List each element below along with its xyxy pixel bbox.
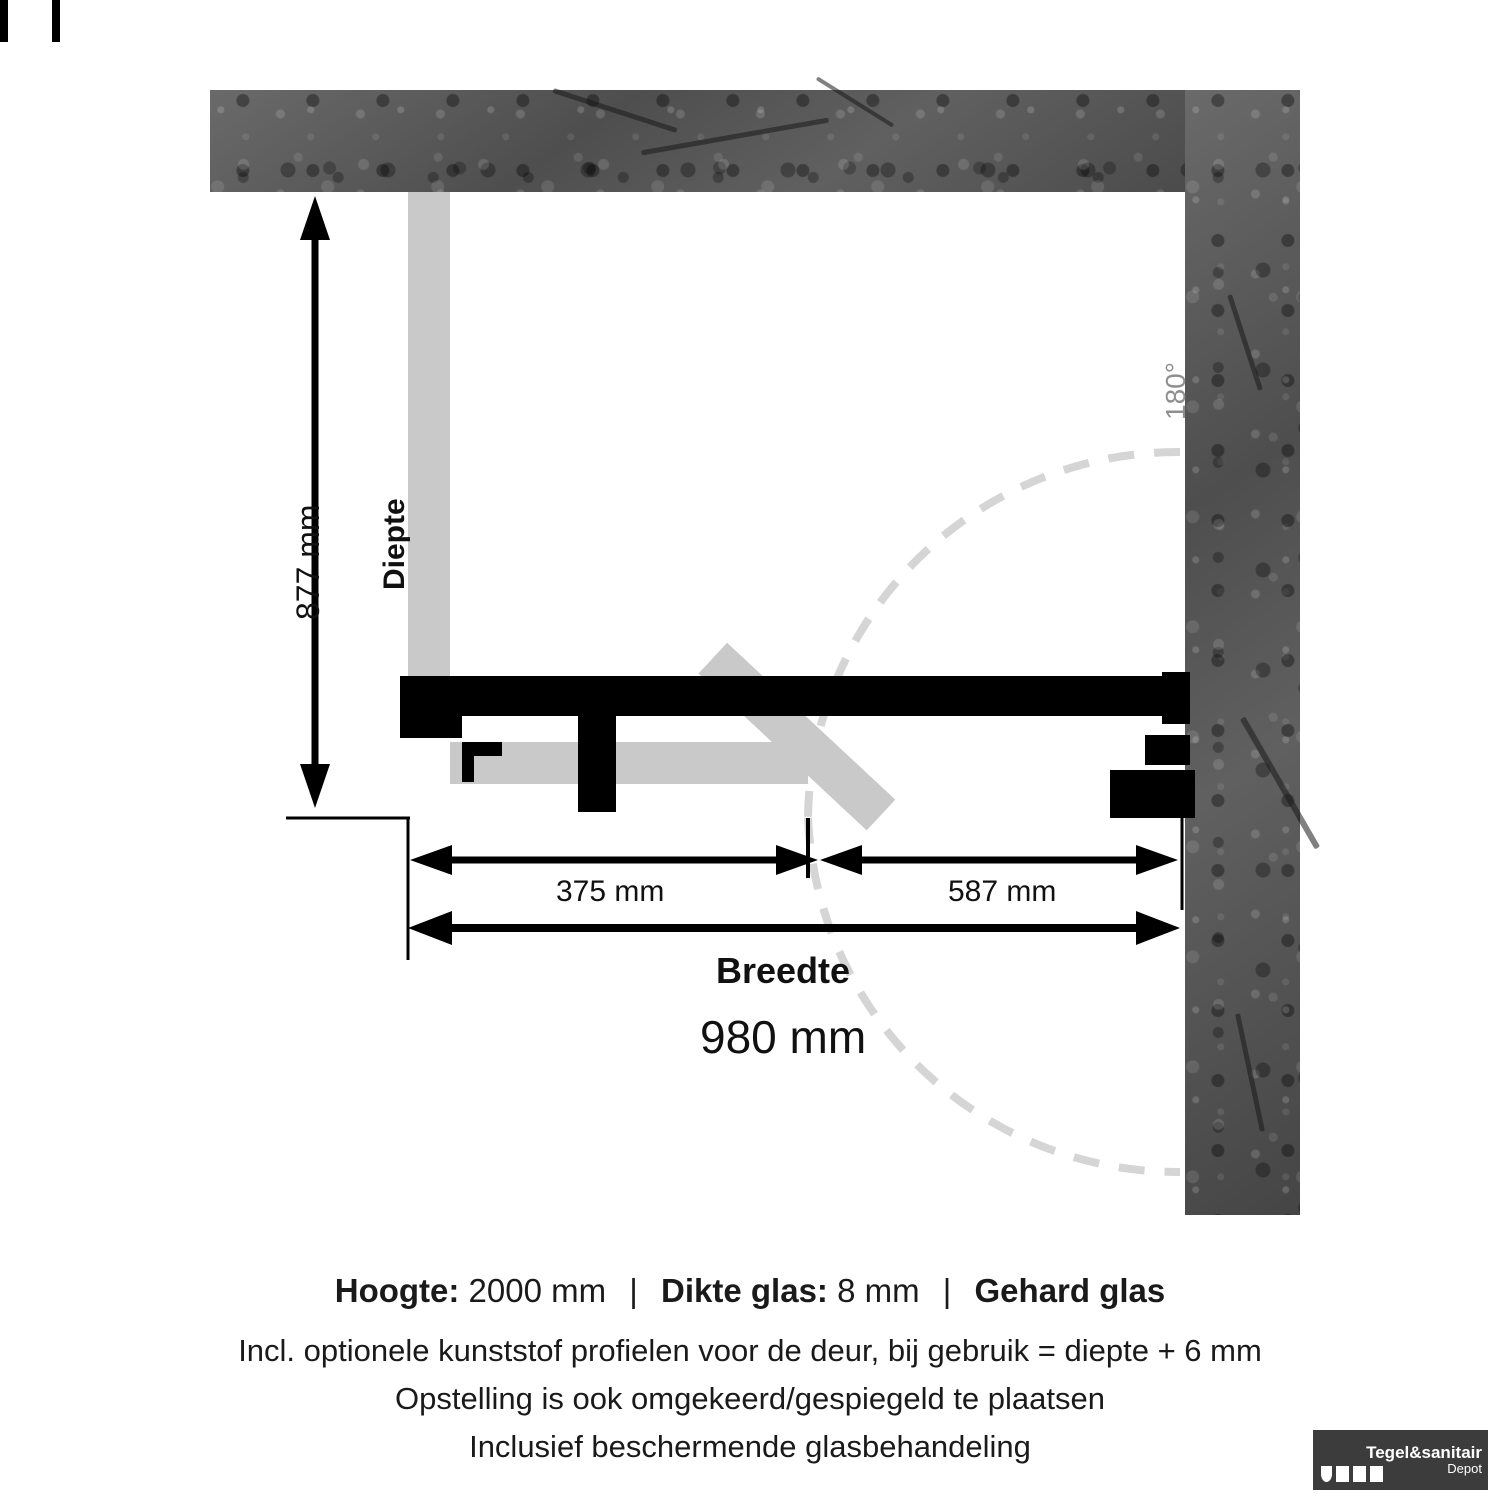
logo-brand-sub: Depot [1447,1461,1482,1477]
brand-logo [1313,1430,1488,1490]
depth-value: 877 mm [290,504,326,620]
segment-right-value: 587 mm [948,875,1057,908]
swing-angle-label: 180° [1160,362,1191,420]
specs-note-1: Incl. optionele kunststof profielen voor de deur, bij gebruik = diepte + 6 mm [238,1333,1262,1368]
specs-separator-2: | [942,1272,952,1309]
specs-note-2: Opstelling is ook omgekeerd/gespiegeld te plaatsen [394,1381,1105,1416]
glass-type: Gehard glas [974,1272,1166,1309]
tile-icon-3 [1370,1466,1383,1482]
depth-label: Diepte [378,498,411,590]
segment-left-value: 375 mm [556,875,665,908]
width-value: 980 mm [700,1011,867,1063]
glass-thickness-label: Dikte glas: [661,1272,828,1309]
tile-icon-2 [1353,1466,1366,1482]
tile-icon-1 [1336,1466,1349,1482]
logo-brand-name: Tegel&sanitair [1366,1443,1482,1463]
width-label: Breedte [716,950,851,991]
specs-line-primary [0,1272,1500,1310]
height-label: Hoogte: [334,1272,460,1309]
specs-separator-1: | [629,1272,638,1309]
water-drop-icon [1321,1466,1332,1482]
logo-marks-icon [1321,1466,1383,1482]
glass-thickness-value: 8 mm [837,1272,920,1309]
height-value: 2000 mm [468,1272,607,1309]
specs-note-3: Inclusief beschermende glasbehandeling [469,1429,1031,1464]
